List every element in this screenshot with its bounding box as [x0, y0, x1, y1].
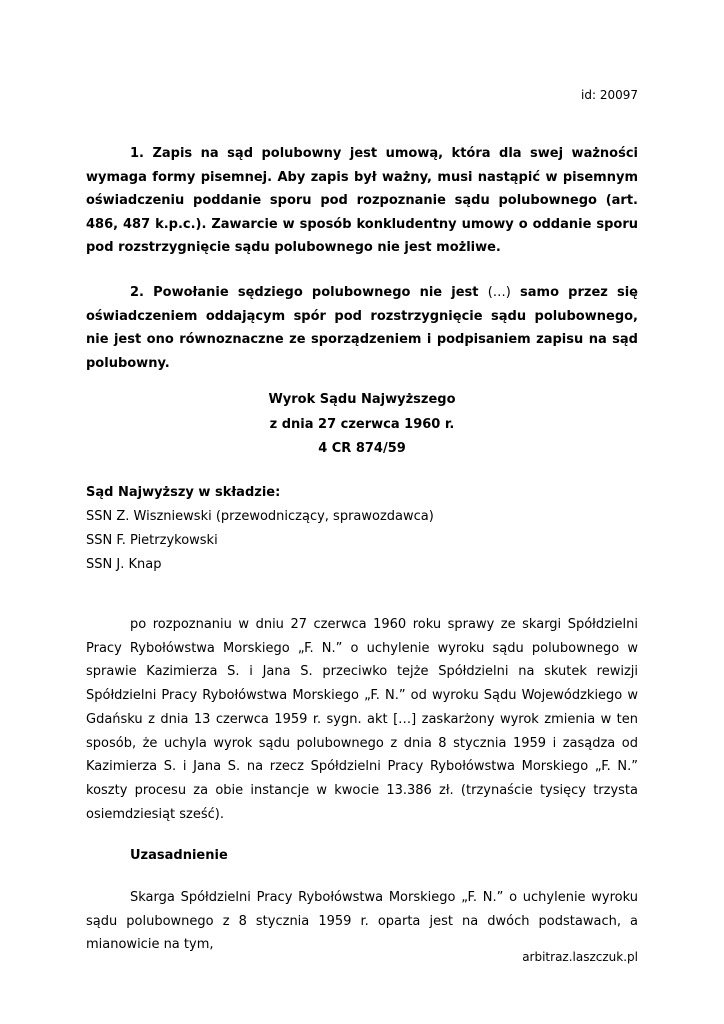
- justification-title: Uzasadnienie: [130, 848, 228, 863]
- document-id: id: 20097: [581, 88, 638, 102]
- composition-member: SSN Z. Wiszniewski (przewodniczący, sprawozdawca): [86, 509, 434, 524]
- footer-url: arbitraz.laszczuk.pl: [522, 950, 638, 964]
- ruling-signature: 4 CR 874/59: [318, 441, 406, 456]
- ruling-date: z dnia 27 czerwca 1960 r.: [269, 416, 455, 432]
- justification-paragraph: Skarga Spółdzielni Pracy Rybołówstwa Morskiego „F. N.” o uchylenie wyroku sądu polubownego z 8 stycznia 1959 r. oparta jest na dwóch podstawach, a mianowicie na tym,: [86, 890, 638, 952]
- sentence-paragraph: po rozpoznaniu w dniu 27 czerwca 1960 roku sprawy ze skargi Spółdzielni Pracy Rybołówstwa Morskiego „F. N.” o uchylenie wyroku sądu polubownego w sprawie Kazimierza S. i Jana S. przeciwko tejże Spółdzielni na skutek rewizji Spółdzielni Pracy Rybołówstwa Morskiego „F. N.” od wyroku Sądu Wojewódzkiego w Gdańsku z dnia 13 czerwca 1959 r. sygn. akt […] zaskarżony wyrok zmienia w ten sposób, że uchyla wyrok sądu polubownego z dnia 8 stycznia 1959 i zasądza od Kazimierza S. i Jana S. na rzecz Spółdzielni Pracy Rybołówstwa Morskiego „F. N.” koszty procesu za obie instancje w kwocie 13.386 zł. (trzynaście tysięcy trzysta osiemdziesiąt sześć).: [86, 617, 638, 822]
- thesis-1: 1. Zapis na sąd polubowny jest umową, która dla swej ważności wymaga formy pisemnej. Aby zapis był ważny, musi nastąpić w pisemnym oświadczeniu poddanie sporu pod rozpoznanie sądu polubownego (art. 486, 487 k.p.c.). Zawarcie w sposób konkludentny umowy o oddanie sporu pod rozstrzygnięcie sądu polubownego nie jest możliwe.: [86, 146, 638, 255]
- composition-member: SSN F. Pietrzykowski: [86, 533, 218, 548]
- ruling-heading: [86, 388, 638, 462]
- composition-member: SSN J. Knap: [86, 557, 162, 572]
- thesis-2-part2: samo przez się oświadczeniem oddającym spór pod rozstrzygnięcie sądu polubownego, nie jest ono równoznaczne ze sporządzeniem i podpisaniem zapisu na sąd polubowny.: [86, 285, 639, 371]
- composition-heading: Sąd Najwyższy w składzie:: [86, 485, 281, 500]
- thesis-2-part1: 2. Powołanie sędziego polubownego nie jest: [130, 285, 479, 300]
- ruling-title: Wyrok Sądu Najwyższego: [268, 392, 456, 407]
- thesis-2-ellipsis: (…): [487, 285, 511, 300]
- thesis-2: [86, 281, 638, 375]
- court-composition: [86, 481, 434, 577]
